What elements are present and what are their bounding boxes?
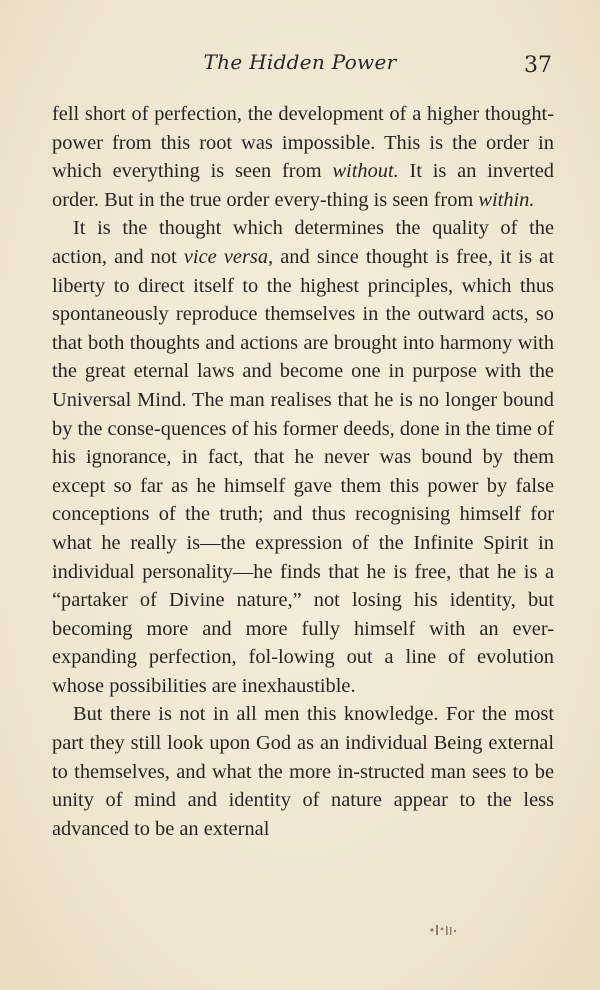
italic-without: without. (332, 160, 399, 183)
running-title: The Hidden Power (203, 50, 397, 74)
paragraph-3 (52, 700, 554, 843)
paragraph-2-text-b: and since thought is free, it is at liberty to direct itself to the highest principles, which thus spontaneously reproduce themselves in the outward acts, so that both thoughts and actions are brought into harmony with the great eternal laws and become one in purpose with the Universal Mind. The man realises that he is no longer bound by the conse-quences of his former deeds, done in the time of his ignorance, in fact, that he never was bound by them except so far as he himself gave them this power by false conceptions of the truth; and thus recognising himself for what he really is—the expression of the Infinite Spirit in individual personality—he finds that he is free, that he is a “partaker of Divine nature,” not losing his identity, but becoming more and more fully himself with an ever-expanding perfection, fol-lowing out a line of evolution whose possibilities are inexhaustible. (52, 245, 554, 697)
paragraph-2 (52, 214, 554, 700)
page-header (0, 50, 600, 80)
italic-vice-versa: vice versa, (183, 245, 274, 268)
body-text (52, 100, 554, 843)
ink-smudge-mark (428, 920, 468, 940)
paragraph-1 (52, 100, 554, 214)
paragraph-3-text: But there is not in all men this knowledge. For the most part they still look upon God as an individual Being external to themselves, and what the more in-structed man sees to be unity of mind and identity of nature appear to the less advanced to be an external (52, 703, 554, 840)
italic-within: within. (478, 188, 535, 211)
paragraph-1-text-a: fell short of perfection, the development of a higher thought-power from this root was impossible. This is the order in which everything is seen from (52, 103, 554, 183)
paragraph-1-text-b: It is an inverted order. But in the true order every-thing is seen from (52, 160, 554, 211)
paragraph-2-text-a: It is the thought which determines the quality of the action, and not (52, 217, 554, 268)
page-number: 37 (524, 53, 552, 78)
